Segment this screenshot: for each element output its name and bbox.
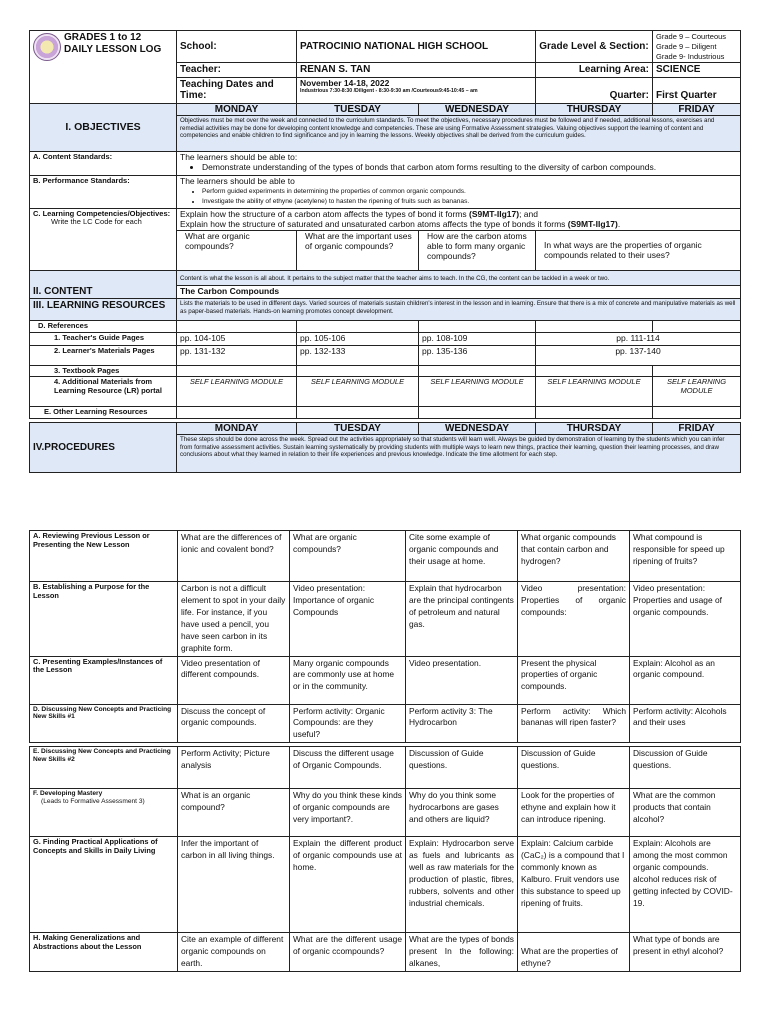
- day-monday: MONDAY: [177, 103, 297, 116]
- row-h-thu: What are the properties of ethyne?: [518, 933, 630, 972]
- competencies-cell: [177, 208, 741, 231]
- lr-label: 4. Additional Materials from Learning Resource (LR) portal: [30, 377, 177, 407]
- row-f-label: F. Developing Mastery: [33, 790, 103, 797]
- dates-cell: [297, 77, 536, 103]
- table-row: [30, 837, 741, 933]
- quarter-label: Quarter:: [536, 77, 653, 103]
- tg-label: 1. Teacher's Guide Pages: [30, 332, 177, 345]
- row-a-tue: What are organic compounds?: [290, 531, 406, 582]
- row-f-thu: Look for the properties of ethyne and explain how it can introduce ripening.: [518, 789, 630, 837]
- competency-1-code: (S9MT-IIg17): [469, 208, 520, 219]
- content-standards-intro: The learners should be able to:: [180, 152, 298, 163]
- row-a-thu: What organic compounds that contain carbon and hydrogen?: [518, 531, 630, 582]
- daily-objective-wed: How are the carbon atoms able to form many organic compounds?: [419, 231, 536, 271]
- times-value: Industrious 7:30-8:30 /Diligent - 8:30-9:30 am /Courteous9:45-10:45 – am: [300, 87, 478, 94]
- row-b-wed: Explain that hydrocarbon are the principal contingents of petroleum and natural gas.: [406, 582, 518, 657]
- row-b-label: B. Establishing a Purpose for the Lesson: [30, 582, 178, 657]
- row-a-label: A. Reviewing Previous Lesson or Presenting the New Lesson: [30, 531, 178, 582]
- grade-value-3: Grade 9- Industrious: [656, 51, 725, 61]
- log-title: [30, 31, 177, 104]
- objectives-note: Objectives must be met over the week and connected to the curriculum standards. To meet the objectives, necessary procedures must be followed and if needed, additional lessons, exercises and remedial activities may be done for developing content knowledge and competencies. These are using Formative Assessment strategies. Valuing objectives support the learning of content and competencies and enable children to find significance and joy in learning the lessons. Weekly objectives shall be derived from the curriculum guides.: [177, 116, 741, 152]
- row-h-wed: What are the types of bonds present In the following: alkanes,: [406, 933, 518, 972]
- row-h-mon: Cite an example of different organic compounds on earth.: [178, 933, 290, 972]
- resources-note: Lists the materials to be used in different days. Varied sources of materials sustain children's interest in the lesson and in learning. Ensure that there is a mix of concrete and manipulative materials as well as paper-based materials. Hands-on learning promotes concept development.: [177, 299, 741, 321]
- row-c-label: C. Presenting Examples/Instances of the Lesson: [30, 656, 178, 704]
- lm-tue: pp. 132-133: [297, 345, 419, 365]
- dates-label: Teaching Dates and Time:: [177, 77, 297, 103]
- lr-wed: SELF LEARNING MODULE: [419, 377, 536, 407]
- row-e-tue: Discuss the different usage of Organic Compounds.: [290, 747, 406, 789]
- grade-value-2: Grade 9 – Diligent: [656, 41, 717, 51]
- row-d-fri: Perform activity: Alcohols and their uses: [630, 704, 741, 743]
- row-e-thu: Discussion of Guide questions.: [518, 747, 630, 789]
- procedures-label: IV.PROCEDURES: [30, 422, 177, 473]
- row-h-fri: What type of bonds are present in ethyl alcohol?: [630, 933, 741, 972]
- row-c-fri: Explain: Alcohol as an organic compound.: [630, 656, 741, 704]
- lm-thu-fri: pp. 137-140: [536, 345, 741, 365]
- teacher-value: RENAN S. TAN: [297, 63, 536, 78]
- row-b-tue: Video presentation: Importance of organic Compounds: [290, 582, 406, 657]
- row-f-mon: What is an organic compound?: [178, 789, 290, 837]
- proc-day-tuesday: TUESDAY: [297, 422, 419, 435]
- objectives-label: I. OBJECTIVES: [30, 103, 177, 152]
- performance-item-2: • Investigate the ability of ethyne (acetylene) to hasten the ripening of fruits such as bananas.: [202, 197, 737, 207]
- row-g-tue: Explain the different product of organic compounds use at home.: [290, 837, 406, 933]
- row-e-mon: Perform Activity; Picture analysis: [178, 747, 290, 789]
- tg-mon: pp. 104-105: [177, 332, 297, 345]
- competency-2-tail: .: [617, 218, 621, 229]
- content-label: II. CONTENT: [30, 271, 177, 299]
- performance-standards-label: B. Performance Standards:: [30, 176, 177, 209]
- row-b-fri: Video presentation: Properties and usage of organic compounds.: [630, 582, 741, 657]
- performance-intro: The learners should be able to: [180, 176, 295, 187]
- school-value: PATROCINIO NATIONAL HIGH SCHOOL: [297, 31, 536, 63]
- row-h-tue: What are the different usage of organic ccompounds?: [290, 933, 406, 972]
- title-line1: GRADES 1 to 12: [64, 32, 142, 43]
- row-f-wed: Why do you think some hydrocarbons are gases and others are liquid?: [406, 789, 518, 837]
- lr-mon: SELF LEARNING MODULE: [177, 377, 297, 407]
- row-f-sublabel: (Leads to Formative Assessment 3): [41, 797, 145, 805]
- row-d-label: D. Discussing New Concepts and Practicing New Skills #1: [30, 704, 178, 743]
- content-standards-item: • Demonstrate understanding of the types of bonds that carbon atom forms resulting to the diversity of carbon compounds.: [202, 163, 737, 173]
- row-g-wed: Explain: Hydrocarbon serve as fuels and lubricants as well as raw materials for the production of plastic, fibres, rubbers, solvents and other industrial chemicals.: [406, 837, 518, 933]
- procedures-note: These steps should be done across the week. Spread out the activities appropriately so that students will learn well. Always be guided by demonstration of learning by the students which you can infer from formative assessment activities. Sustain learning systematically by providing students with multiple ways to learn new things, practice their learning, question their learning processes, and draw conclusions about what they learned in relation to their life experiences and previous knowledge. Indicate the time allotment for each step.: [177, 435, 741, 473]
- content-value: The Carbon Compounds: [177, 286, 741, 299]
- grade-label: Grade Level & Section:: [536, 31, 653, 63]
- row-e-label: E. Discussing New Concepts and Practicing New Skills #2: [30, 747, 178, 789]
- row-f-label-cell: [30, 789, 178, 837]
- row-d-mon: Discuss the concept of organic compounds.: [178, 704, 290, 743]
- competency-2-code: (S9MT-IIg17): [567, 218, 618, 229]
- lr-tue: SELF LEARNING MODULE: [297, 377, 419, 407]
- dates-value: November 14-18, 2022: [300, 77, 390, 88]
- lr-fri: SELF LEARNING MODULE: [653, 377, 741, 407]
- daily-objective-thu-fri: In what ways are the properties of organic compounds related to their uses?: [536, 231, 741, 271]
- table-row: [30, 933, 741, 972]
- grade-values: [653, 31, 741, 63]
- table-row: [30, 531, 741, 582]
- tg-tue: pp. 105-106: [297, 332, 419, 345]
- performance-item-1: • Perform guided experiments in determining the properties of common organic compounds.: [202, 187, 737, 197]
- textbook-label: 3. Textbook Pages: [30, 365, 177, 377]
- daily-objective-tue: What are the important uses of organic compounds?: [297, 231, 419, 271]
- tg-wed: pp. 108-109: [419, 332, 536, 345]
- proc-day-thursday: THURSDAY: [536, 422, 653, 435]
- proc-day-wednesday: WEDNESDAY: [419, 422, 536, 435]
- area-value: SCIENCE: [653, 63, 741, 78]
- performance-standards-cell: [177, 176, 741, 209]
- competency-1-tail: ; and: [519, 208, 538, 219]
- procedures-table-1: [29, 530, 741, 743]
- content-standards-label: A. Content Standards:: [30, 152, 177, 176]
- row-c-mon: Video presentation of different compounds.: [178, 656, 290, 704]
- lr-thu: SELF LEARNING MODULE: [536, 377, 653, 407]
- row-d-thu: Perform activity: Which bananas will ripen faster?: [518, 704, 630, 743]
- day-wednesday: WEDNESDAY: [419, 103, 536, 116]
- day-thursday: THURSDAY: [536, 103, 653, 116]
- row-b-mon: Carbon is not a difficult element to spot in your daily life. For instance, if you have used a pencil, you have seen carbon in its graphite form.: [178, 582, 290, 657]
- row-g-label: G. Finding Practical Applications of Concepts and Skills in Daily Living: [30, 837, 178, 933]
- procedures-table-2: [29, 746, 741, 972]
- competencies-label: C. Learning Competencies/Objectives:: [33, 208, 171, 218]
- quarter-value: First Quarter: [653, 77, 741, 103]
- row-g-mon: Infer the important of carbon in all living things.: [178, 837, 290, 933]
- row-c-tue: Many organic compounds are commonly use at home or in the community.: [290, 656, 406, 704]
- grade-value-1: Grade 9 – Courteous: [656, 32, 727, 41]
- row-c-thu: Present the physical properties of organic compounds.: [518, 656, 630, 704]
- row-g-fri: Explain: Alcohols are among the most common organic compounds. alcohol reduces risk of getting infected by COVID-19.: [630, 837, 741, 933]
- row-c-wed: Video presentation.: [406, 656, 518, 704]
- competencies-sub: Write the LC Code for each: [51, 217, 142, 227]
- competency-2: Explain how the structure of saturated and unsaturated carbon atoms affects the type of bonds it forms: [180, 218, 568, 229]
- lm-label: 2. Learner's Materials Pages: [30, 345, 177, 365]
- tg-thu-fri: pp. 111-114: [536, 332, 741, 345]
- row-f-tue: Why do you think these kinds of organic compounds are very important?.: [290, 789, 406, 837]
- school-label: School:: [177, 31, 297, 63]
- lesson-log-table: [29, 30, 741, 473]
- day-friday: FRIDAY: [653, 103, 741, 116]
- title-line2: DAILY LESSON LOG: [64, 43, 162, 55]
- daily-objective-mon: What are organic compounds?: [177, 231, 297, 271]
- row-e-wed: Discussion of Guide questions.: [406, 747, 518, 789]
- day-tuesday: TUESDAY: [297, 103, 419, 116]
- resources-label: III. LEARNING RESOURCES: [30, 299, 177, 321]
- other-resources-label: E. Other Learning Resources: [30, 407, 177, 419]
- table-row: [30, 747, 741, 789]
- row-f-fri: What are the common products that contain alcohol?: [630, 789, 741, 837]
- row-a-wed: Cite some example of organic compounds and their usage at home.: [406, 531, 518, 582]
- competency-1: Explain how the structure of a carbon atom affects the types of bond it forms: [180, 208, 469, 219]
- area-label: Learning Area:: [536, 63, 653, 78]
- competencies-label-cell: [30, 208, 177, 271]
- row-d-wed: Perform activity 3: The Hydrocarbon: [406, 704, 518, 743]
- row-a-mon: What are the differences of ionic and covalent bond?: [178, 531, 290, 582]
- table-row: [30, 789, 741, 837]
- lm-mon: pp. 131-132: [177, 345, 297, 365]
- teacher-label: Teacher:: [177, 63, 297, 78]
- row-a-fri: What compound is responsible for speed up ripening of fruits?: [630, 531, 741, 582]
- row-d-tue: Perform activity: Organic Compounds: are they useful?: [290, 704, 406, 743]
- references-label: D. References: [30, 321, 177, 333]
- lm-wed: pp. 135-136: [419, 345, 536, 365]
- proc-day-friday: FRIDAY: [653, 422, 741, 435]
- row-h-label: H. Making Generalizations and Abstractions about the Lesson: [30, 933, 178, 972]
- proc-day-monday: MONDAY: [177, 422, 297, 435]
- table-row: [30, 582, 741, 657]
- table-row: [30, 704, 741, 743]
- row-e-fri: Discussion of Guide questions.: [630, 747, 741, 789]
- table-row: [30, 656, 741, 704]
- content-standards-cell: [177, 152, 741, 176]
- row-b-thu: Video presentation: Properties of organic compounds:: [518, 582, 630, 657]
- row-g-thu: Explain: Calcium carbide (CaC₂) is a compound that I commonly known as Kalburo. Fruit vendors use this substance to speed up ripening of fruits.: [518, 837, 630, 933]
- content-note: Content is what the lesson is all about. It pertains to the subject matter that the teacher aims to teach. In the CG, the content can be tackled in a week or two.: [177, 271, 741, 286]
